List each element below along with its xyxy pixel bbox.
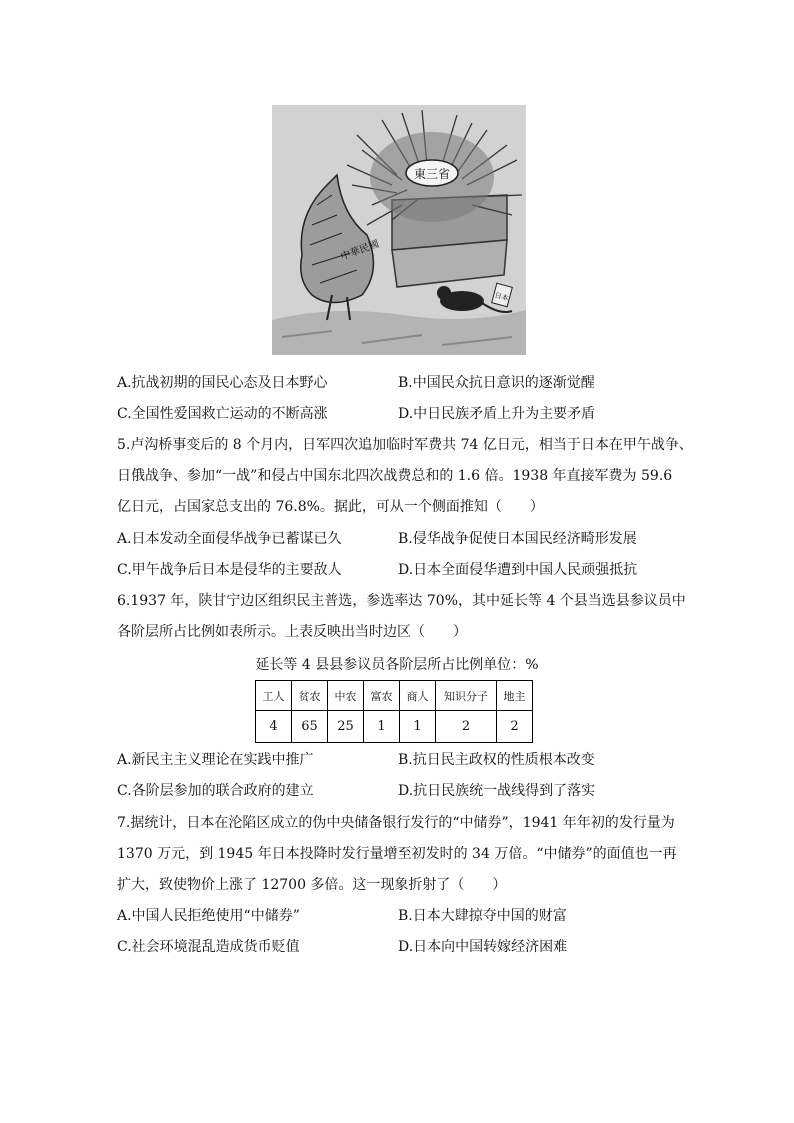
cartoon-drawing (272, 105, 526, 355)
q6-option-c[interactable]: C.各阶层参加的联合政府的建立 (117, 783, 314, 799)
q5-option-b[interactable]: B.侵华战争促使日本国民经济畸形发展 (398, 531, 637, 547)
table-cell: 1 (400, 711, 436, 743)
q6-stem-line2: 各阶层所占比例如表所示。上表反映出当时边区（ ） (117, 624, 467, 640)
q7-option-a[interactable]: A.中国人民拒绝使用“中储券” (117, 908, 300, 924)
table-header-cell: 知识分子 (436, 681, 497, 711)
table-header-row (256, 681, 533, 711)
table-cell: 4 (256, 711, 292, 743)
q7-stem-line3: 扩大，致使物价上涨了 12700 多倍。这一现象折射了（ ） (117, 877, 507, 893)
q5-stem-line2: 日俄战争、参加“一战”和侵占中国东北四次战费总和的 1.6 倍。1938 年直接军费为 59.6 (117, 468, 673, 484)
table-caption: 延长等 4 县县参议员各阶层所占比例单位：% (255, 657, 539, 673)
table-header-cell: 工人 (256, 681, 292, 711)
q4-option-c[interactable]: C.全国性爱国救亡运动的不断高涨 (117, 406, 328, 422)
q7-stem-line2: 1370 万元，到 1945 年日本投降时发行量增至初发时的 34 万倍。“中储券”的面值也一再 (117, 846, 677, 862)
nest-label-text: 東三省 (413, 167, 451, 181)
q5-stem-line3: 亿日元，占国家总支出的 76.8%。据此，可从一个侧面推知（ ） (117, 499, 544, 515)
q6-option-b[interactable]: B.抗日民主政权的性质根本改变 (398, 752, 595, 768)
table-header-cell: 中农 (328, 681, 364, 711)
table-header-cell: 商人 (400, 681, 436, 711)
hen-label: 中華民國 (339, 238, 381, 263)
table-row (256, 711, 533, 743)
table-cell: 25 (328, 711, 364, 743)
q5-stem-line1: 5.卢沟桥事变后的 8 个月内，日军四次追加临时军费共 74 亿日元，相当于日本在甲午战争、 (117, 437, 693, 453)
q7-option-b[interactable]: B.日本大肆掠夺中国的财富 (398, 908, 567, 924)
q7-stem-line1: 7.据统计，日本在沦陷区成立的伪中央储备银行发行的“中储券”，1941 年年初的发行量为 (117, 815, 675, 831)
q5-option-d[interactable]: D.日本全面侵华遭到中国人民顽强抵抗 (398, 562, 638, 578)
q7-option-c[interactable]: C.社会环境混乱造成货币贬值 (117, 939, 300, 955)
table-cell: 65 (292, 711, 328, 743)
q6-option-a[interactable]: A.新民主主义理论在实践中推广 (117, 752, 314, 768)
table-header-cell: 贫农 (292, 681, 328, 711)
q4-option-b[interactable]: B.中国民众抗日意识的逐渐觉醒 (398, 375, 595, 391)
q4-option-a[interactable]: A.抗战初期的国民心态及日本野心 (117, 375, 328, 391)
q6-option-d[interactable]: D.抗日民族统一战线得到了落实 (398, 783, 596, 799)
representative-ratio-table (255, 680, 533, 743)
q6-stem-line1: 6.1937 年，陕甘宁边区组织民主普选，参选率达 70%，其中延长等 4 个县当选县参议员中 (117, 593, 686, 609)
table-cell: 1 (364, 711, 400, 743)
q5-option-c[interactable]: C.甲午战争后日本是侵华的主要敌人 (117, 562, 342, 578)
table-cell: 2 (436, 711, 497, 743)
sign-label: 日本 (493, 291, 510, 303)
political-cartoon (272, 105, 526, 355)
table-header-cell: 富农 (364, 681, 400, 711)
table-cell: 2 (497, 711, 533, 743)
q5-option-a[interactable]: A.日本发动全面侵华战争已蓄谋已久 (117, 531, 342, 547)
q4-option-d[interactable]: D.中日民族矛盾上升为主要矛盾 (398, 406, 596, 422)
q7-option-d[interactable]: D.日本向中国转嫁经济困难 (398, 939, 568, 955)
table-header-cell: 地主 (497, 681, 533, 711)
